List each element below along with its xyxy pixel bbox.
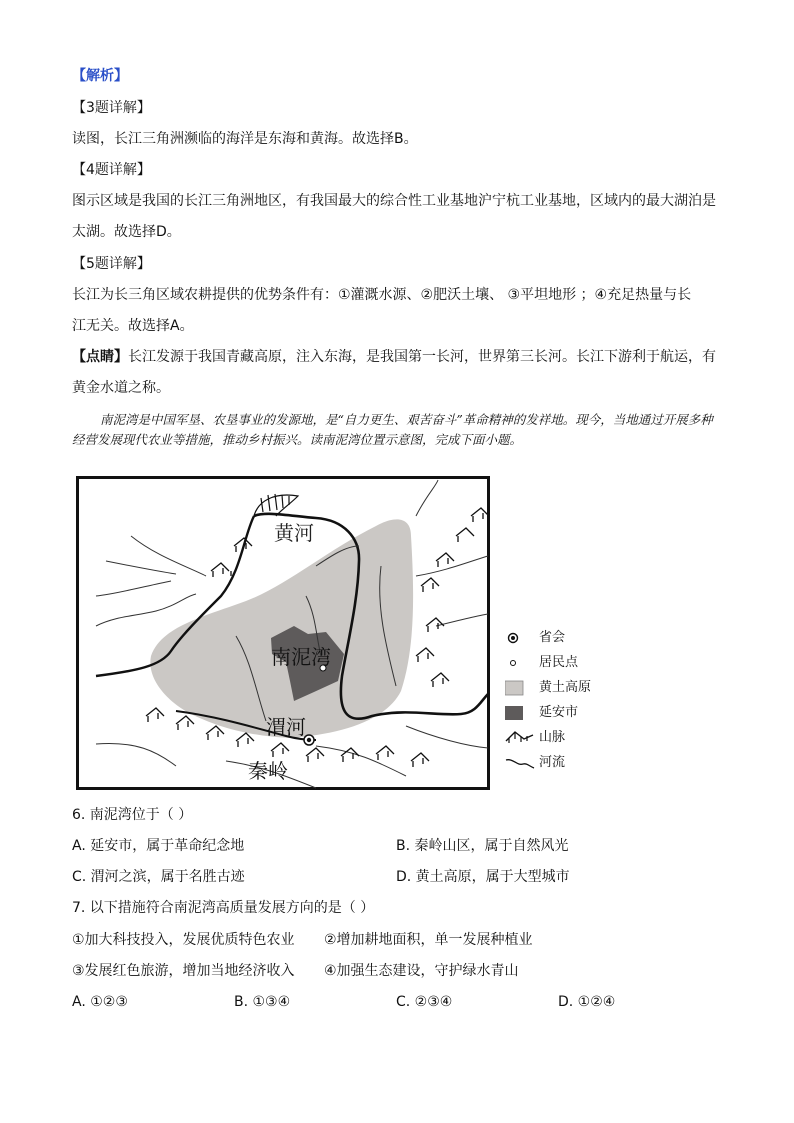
legend-yanan: 延安市	[505, 703, 625, 723]
yanan-swatch-icon	[505, 704, 529, 722]
q7-stem: 7. 以下措施符合南泥湾高质量发展方向的是（ ）	[72, 900, 375, 916]
yellow-river-label: 黄河	[274, 523, 314, 545]
q5-header: 【5题详解】	[72, 256, 151, 272]
nanniwan-location-map	[76, 476, 490, 790]
q7-option-d[interactable]: D. ①②④	[558, 994, 616, 1010]
tip-text-2: 黄金水道之称。	[72, 380, 170, 396]
q7-statement-3: ③发展红色旅游，增加当地经济收入	[72, 963, 295, 979]
q3-text: 读图，长江三角洲濒临的海洋是东海和黄海。故选择B。	[72, 131, 418, 147]
q7-option-c[interactable]: C. ②③④	[396, 994, 453, 1010]
capital-icon	[505, 629, 525, 647]
q6-option-c[interactable]: C. 渭河之滨，属于名胜古迹	[72, 869, 245, 885]
q5-text-1: 长江为长三角区域农耕提供的优势条件有：①灌溉水源、②肥沃土壤、 ③平坦地形 ；④充足热量与长	[72, 287, 692, 303]
legend-mountain: 山脉	[505, 728, 625, 748]
q6-option-b[interactable]: B. 秦岭山区，属于自然风光	[396, 838, 569, 854]
legend-river: 河流	[505, 753, 625, 773]
q4-text-2: 太湖。故选择D。	[72, 224, 181, 240]
q4-header: 【4题详解】	[72, 162, 151, 178]
q3-header: 【3题详解】	[72, 100, 151, 116]
legend-loess-plateau: 黄土高原	[505, 678, 625, 698]
q6-stem: 6. 南泥湾位于（ ）	[72, 807, 193, 823]
tip-text-1: 长江发源于我国青藏高原，注入东海，是我国第一长河，世界第三长河。长江下游利于航运，有	[128, 349, 716, 365]
q6-option-d[interactable]: D. 黄土高原，属于大型城市	[396, 869, 570, 885]
q7-statement-4: ④加强生态建设，守护绿水青山	[324, 963, 519, 979]
qinling-label: 秦岭	[248, 761, 288, 783]
legend-settlement: 居民点	[505, 653, 625, 673]
tip-header: 【点睛】	[72, 349, 128, 365]
mountain-icon	[505, 729, 535, 747]
analysis-header: 【解析】	[72, 68, 128, 84]
nanniwan-label: 南泥湾	[271, 647, 331, 669]
q4-text-1: 图示区域是我国的长江三角洲地区，有我国最大的综合性工业基地沪宁杭工业基地，区域内的最大湖泊是	[72, 193, 716, 209]
settlement-icon	[505, 654, 525, 672]
river-icon	[505, 754, 535, 772]
wei-river-label: 渭河	[266, 717, 306, 739]
tip-paragraph-1	[72, 347, 716, 367]
passage: 南泥湾是中国军垦、农垦事业的发源地，是“自力更生、艰苦奋斗”革命精神的发祥地。现今，当地通过开展多种经营发展现代农业等措施，推动乡村振兴。读南泥湾位置示意图，完成下面小题。	[72, 412, 713, 447]
loess-plateau-swatch-icon	[505, 679, 529, 697]
legend-capital: 省会	[505, 628, 625, 648]
q5-text-2: 江无关。故选择A。	[72, 318, 194, 334]
q6-option-a[interactable]: A. 延安市，属于革命纪念地	[72, 838, 245, 854]
q7-option-a[interactable]: A. ①②③	[72, 994, 128, 1010]
q7-statement-2: ②增加耕地面积，单一发展种植业	[324, 932, 533, 948]
q7-option-b[interactable]: B. ①③④	[234, 994, 291, 1010]
q7-statement-1: ①加大科技投入，发展优质特色农业	[72, 932, 295, 948]
